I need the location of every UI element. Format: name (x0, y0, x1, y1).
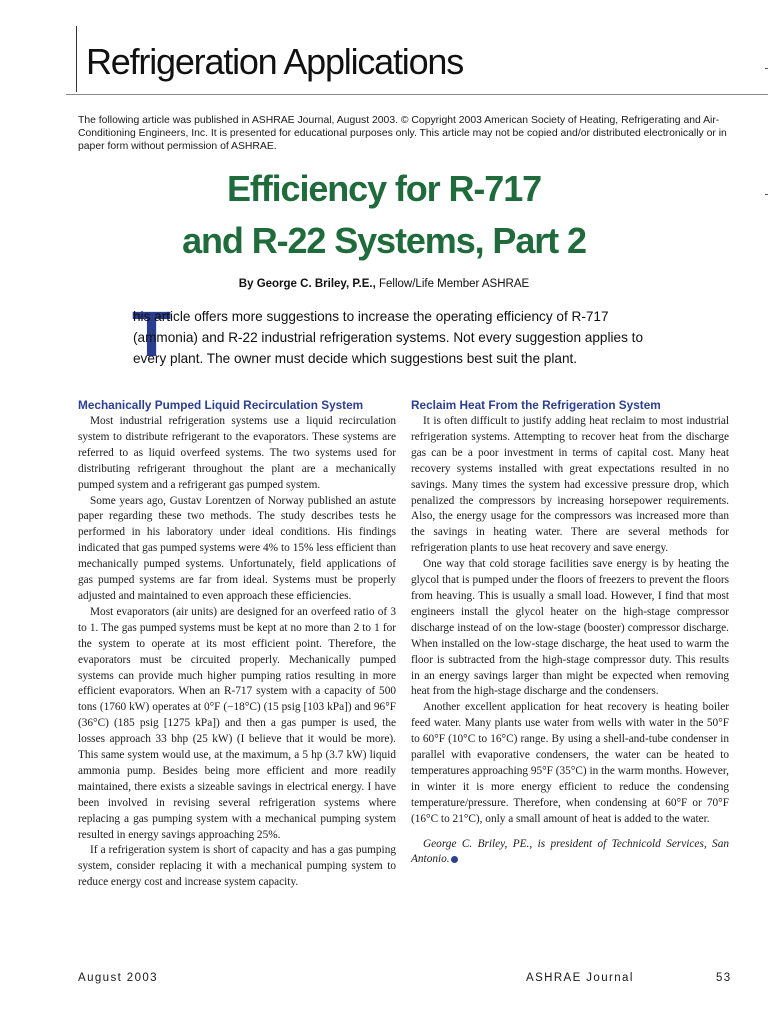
section-title: Refrigeration Applications (86, 41, 464, 82)
headline-line-2: and R-22 Systems, Part 2 (182, 220, 586, 261)
left-column (78, 398, 396, 891)
right-paragraph: It is often difficult to justify adding heat reclaim to most industrial refrigeration systems. Attempting to recover heat from the discharge gas can be a poor investment in terms of capital cost. Many heat recovery systems installed with great expectations resulted in no savings. Many times the system had excessive pressure drop, which penalized the compressors by increasing horsepower requirements. Also, the energy usage for the compressors was increased more than the savings in heating water. There are several methods for refrigeration plants to use heat recovery and save energy. (411, 415, 729, 555)
lead-paragraph: his article offers more suggestions to increase the operating efficiency of R-717 (ammonia) and R-22 industrial refrigeration systems. Not every suggestion applies to every plant. The owner must decide which suggestions best suit the plant. (133, 309, 643, 366)
copyright-notice: The following article was published in ASHRAE Journal, August 2003. © Copyright 2003 American Society of Heating, Refrigerating and Air-Conditioning Engineers, Inc. It is presented for educational purposes only. This article may not be copied and/or distributed electronically or in paper form without permission of ASHRAE. (78, 115, 727, 152)
footer-journal: ASHRAE Journal (526, 972, 634, 984)
right-paragraph: Another excellent application for heat recovery is heating boiler feed water. Many plants use water from wells with water in the 50°F to 60°F (10°C to 16°C) range. By using a shell-and-tube condenser in parallel with evaporative condensers, the water can be heated to temperatures approaching 95°F (35°C) in the warm months. However, in winter it is more energy efficient to reduce the condensing temperature/pressure. Therefore, when condensing at 60°F or 70°F (16°C to 21°C), only a small amount of heat is added to the water. (411, 701, 729, 825)
left-paragraph: If a refrigeration system is short of capacity and has a gas pumping system, consider replacing it with a mechanical pumping system to reduce energy cost and increase system capacity. (78, 844, 396, 889)
left-column-heading: Mechanically Pumped Liquid Recirculation System (78, 398, 364, 412)
byline (78, 278, 690, 290)
right-column (411, 398, 729, 868)
left-paragraph: Most industrial refrigeration systems use a liquid recirculation system to distribute refrigerant to the evaporators. These systems are referred to as liquid overfeed systems. The two systems used for distributing refrigerant throughout the plant are a mechanically pumped system and a refrigerant gas pumped system. (78, 415, 396, 491)
author-bio-text: George C. Briley, PE., is president of Technicold Services, San Antonio. (411, 837, 729, 866)
end-of-article-icon (451, 856, 458, 863)
drop-cap: T (132, 298, 172, 370)
article-headline (78, 163, 690, 267)
header-horizontal-rule (66, 94, 768, 95)
header-vertical-rule (76, 26, 77, 92)
headline-line-1: Efficiency for R-717 (226, 168, 542, 209)
right-column-heading: Reclaim Heat From the Refrigeration System (411, 398, 661, 412)
right-paragraph: One way that cold storage facilities save energy is by heating the glycol that is pumped under the floors of freezers to prevent the floors from heaving. This is usually a small load. However, I find that most engineers install the glycol heater on the high-stage compressor discharge instead of on the low-stage (booster) compressor discharge. When installed on the low-stage discharge, the heat used to warm the floor is subtracted from the high-stage compressor duty. This results in an energy savings larger than might be expected when removing heat from the high-stage discharge and the condensers. (411, 558, 729, 698)
author-name: By George C. Briley, P.E., (238, 278, 376, 290)
footer-date: August 2003 (78, 972, 158, 984)
left-paragraph: Some years ago, Gustav Lorentzen of Norway published an astute paper regarding these two methods. The study describes tests he performed in his laboratory under ideal conditions. His findings indicated that gas pumped systems were 4% to 15% less efficient than mechanically pumped systems. Unfortunately, field applications of gas pumped systems are far from ideal. Systems must be properly adjusted and maintained to even approach these efficiencies. (78, 494, 396, 602)
footer-page-number: 53 (716, 972, 732, 984)
author-title: Fellow/Life Member ASHRAE (375, 278, 530, 290)
left-paragraph: Most evaporators (air units) are designed for an overfeed ratio of 3 to 1. The gas pumped systems must be kept at no more than 2 to 1 for the system to operate at its most efficient point. Therefore, the evaporators must be circuited properly. Mechanically pumped systems can provide much higher pumping ratios resulting in more efficient evaporators. When an R-717 system with a capacity of 500 tons (1760 kW) operates at 0°F (−18°C) (15 psig [103 kPa]) and 96°F (36°C) (185 psig [1275 kPa]) and then a gas pumper is used, the losses approach 33 bhp (25 kW) (I believe that it would be more). This same system would use, at the maximum, a 5 hp (3.7 kW) liquid ammonia pump. Besides being more efficient and more readily maintained, there exists a sizeable savings in electrical energy. I have been involved in revising several refrigeration systems where replacing a gas pumping system with a mechanical pumping system resulted in energy savings approaching 25%. (78, 605, 396, 841)
author-bio (411, 837, 729, 869)
